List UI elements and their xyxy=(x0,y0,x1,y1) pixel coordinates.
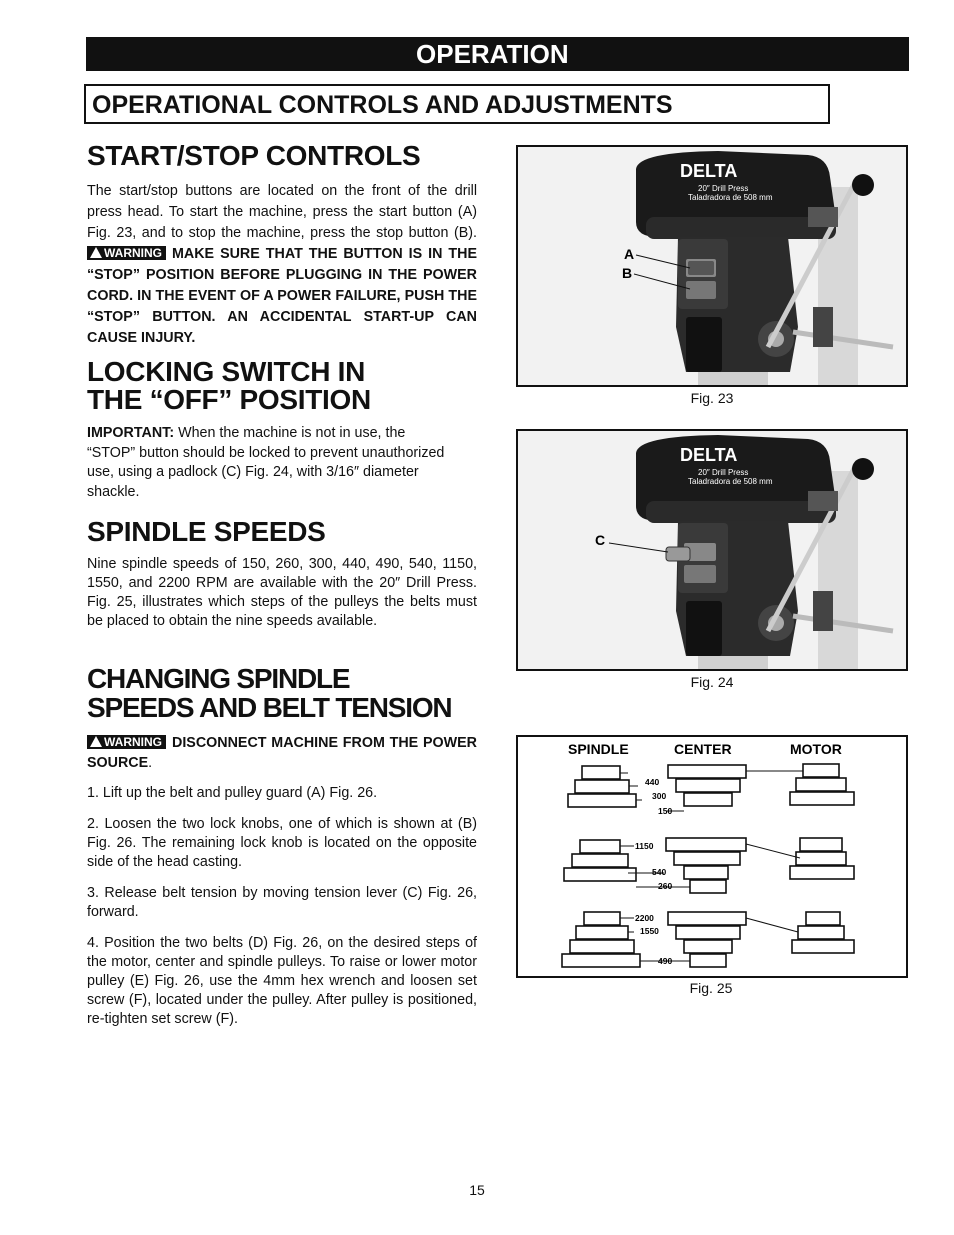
start-stop-heading: START/STOP CONTROLS xyxy=(87,140,421,171)
fig25-speed-300: 300 xyxy=(652,791,667,801)
page-number: 15 xyxy=(469,1182,485,1198)
warning-badge: WARNING xyxy=(87,246,166,260)
step-2: 2. Loosen the two lock knobs, one of which is shown at (B) Fig. 26. The remaining lock knob is located on the opposite side of the head casting. xyxy=(87,816,477,870)
fig25-speed-440: 440 xyxy=(645,777,660,787)
changing-warning-text: DISCONNECT MACHINE FROM THE POWER SOURCE xyxy=(87,735,477,771)
fig25-speed-540: 540 xyxy=(652,867,667,877)
start-stop-text: The start/stop buttons are located on the front of the drill press head. To start the machine, press the start button (A) Fig. 23, and to stop the machine, press the stop button (B). xyxy=(87,183,477,241)
spindle-speeds-heading: SPINDLE SPEEDS xyxy=(87,516,326,547)
start-stop-paragraph xyxy=(87,181,477,349)
fig23-photo xyxy=(516,145,908,387)
fig24-photo xyxy=(516,429,908,671)
changing-warning: WARNING DISCONNECT MACHINE FROM THE POWER SOURCE. xyxy=(87,735,477,771)
warning-triangle-icon xyxy=(90,247,102,258)
fig24-plate2: Taladradora de 508 mm xyxy=(688,477,773,486)
locking-text: When the machine is not in use, the “STOP” button should be locked to prevent unauthorized use, using a padlock (C) Fig. 24, with 3/16″ diameter shackle. xyxy=(87,425,445,500)
warning-triangle-icon xyxy=(90,736,102,747)
step-1: 1. Lift up the belt and pulley guard (A) Fig. 26. xyxy=(87,785,378,801)
section-banner: OPERATION xyxy=(86,37,909,71)
fig25-col-spindle: SPINDLE xyxy=(568,741,629,757)
fig25-speed-1150: 1150 xyxy=(635,841,654,851)
changing-heading: CHANGING SPINDLE SPEEDS AND BELT TENSION xyxy=(87,663,452,723)
fig25-speed-150: 150 xyxy=(658,806,673,816)
spindle-speeds-text: Nine spindle speeds of 150, 260, 300, 440, 490, 540, 1150, 1550, and 2200 RPM are available with the 20″ Drill Press. Fig. 25, illustrates which steps of the pulleys the belts must be placed to obtain the nine speeds available. xyxy=(87,556,477,629)
fig23-plate2: Taladradora de 508 mm xyxy=(688,193,773,202)
subsection-banner: OPERATIONAL CONTROLS AND ADJUSTMENTS xyxy=(84,84,830,124)
fig25-speed-2200: 2200 xyxy=(635,913,654,923)
fig23-brand: DELTA xyxy=(680,161,738,181)
fig25-speed-490: 490 xyxy=(658,956,673,966)
locking-paragraph xyxy=(87,424,457,502)
fig23-caption: Fig. 23 xyxy=(690,390,734,406)
fig24-plate1: 20″ Drill Press xyxy=(698,468,749,477)
fig24-brand: DELTA xyxy=(680,445,738,465)
fig24-caption: Fig. 24 xyxy=(690,674,734,690)
fig25-speed-1550: 1550 xyxy=(640,926,659,936)
locking-heading: LOCKING SWITCH IN THE “OFF” POSITION xyxy=(87,356,371,415)
fig23-drill-press-image xyxy=(518,147,906,385)
step-4: 4. Position the two belts (D) Fig. 26, on the desired steps of the motor, center and spindle pulleys. To raise or lower motor pulley (E) Fig. 26, use the 4mm hex wrench and loosen set screw (F), located under the pulley. After pulley is positioned, re-tighten set screw (F). xyxy=(87,935,477,1027)
fig24-label-c: C xyxy=(595,532,606,548)
important-label: IMPORTANT: xyxy=(87,425,175,441)
fig24-drill-press-image xyxy=(518,431,906,669)
fig25-diagram-svg xyxy=(518,737,906,976)
fig23-label-a: A xyxy=(624,246,635,262)
fig23-label-b: B xyxy=(622,265,633,281)
fig25-pulley-diagram xyxy=(516,735,908,978)
fig23-plate1: 20″ Drill Press xyxy=(698,184,749,193)
warning-badge-2: WARNING xyxy=(87,735,166,749)
step-3: 3. Release belt tension by moving tension lever (C) Fig. 26, forward. xyxy=(87,885,477,920)
fig25-speed-260: 260 xyxy=(658,881,673,891)
fig25-caption: Fig. 25 xyxy=(689,980,733,996)
fig25-col-center: CENTER xyxy=(674,741,732,757)
start-stop-warning-text: MAKE SURE THAT THE BUTTON IS IN THE “STOP” POSITION BEFORE PLUGGING IN THE POWER CORD. IN THE EVENT OF A POWER FAILURE, PUSH THE “STOP” BUTTON. AN ACCIDENTAL START-UP CAN CAUSE INJURY. xyxy=(87,246,477,346)
fig25-col-motor: MOTOR xyxy=(790,741,842,757)
